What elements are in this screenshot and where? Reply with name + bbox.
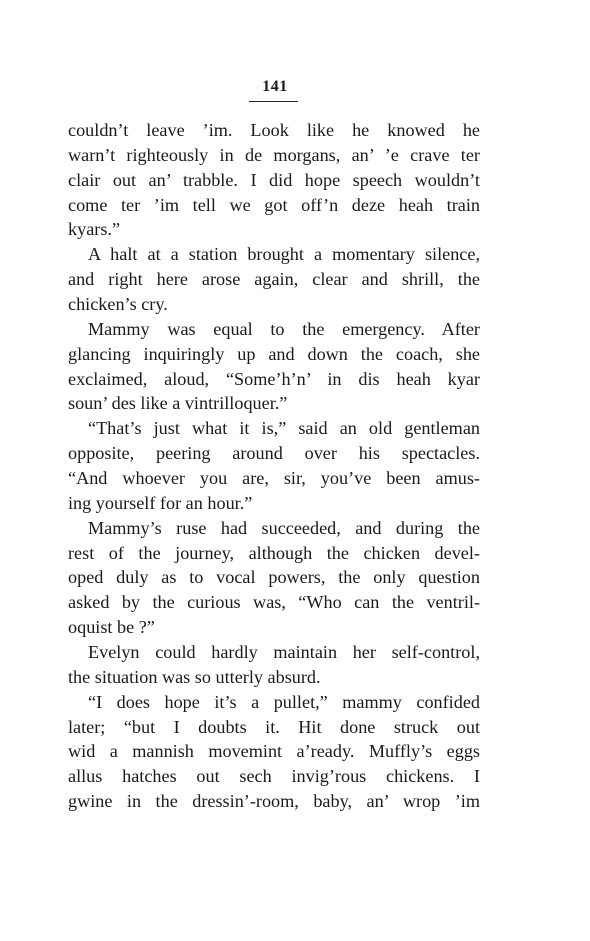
text-line: “And whoever you are, sir, you’ve been amus- (68, 468, 480, 489)
text-line: exclaimed, aloud, “Some’h’n’ in dis heah kyar (68, 368, 480, 389)
text-line: allus hatches out sech invig’rous chickens. I (68, 766, 480, 787)
text-line: rest of the journey, although the chicken devel- (68, 542, 480, 563)
text-line: come ter ’im tell we got off’n deze heah train (68, 194, 480, 215)
text-line: clair out an’ trabble. I did hope speech wouldn’t (68, 169, 480, 190)
text-line: later; “but I doubts it. Hit done struck out (68, 716, 480, 737)
text-line: chicken’s cry. (68, 294, 168, 315)
text-line: Mammy was equal to the emergency. After (88, 318, 480, 339)
text-line: soun’ des like a vintrilloquer.” (68, 393, 288, 414)
text-line: ing yourself for an hour.” (68, 492, 253, 513)
text-line: couldn’t leave ’im. Look like he knowed he (68, 120, 480, 140)
page-number: 141 (262, 78, 288, 95)
text-line: “That’s just what it is,” said an old gentleman (88, 418, 480, 439)
text-line: the situation was so utterly absurd. (68, 666, 321, 687)
text-line: “I does hope it’s a pullet,” mammy confided (88, 691, 480, 712)
text-line: warn’t righteously in de morgans, an’ ’e crave ter (68, 144, 480, 165)
body-text (68, 118, 480, 814)
text-line: oped duly as to vocal powers, the only question (68, 567, 480, 588)
text-line: Mammy’s ruse had succeeded, and during the (88, 517, 480, 538)
text-line: A halt at a station brought a momentary silence, (88, 244, 480, 265)
text-line: Evelyn could hardly maintain her self-control, (88, 642, 480, 663)
text-line: oquist be ?” (68, 617, 155, 638)
text-line: wid a mannish movemint a’ready. Muffly’s eggs (68, 741, 480, 762)
page-number-rule (249, 101, 298, 102)
text-line: opposite, peering around over his spectacles. (68, 443, 480, 464)
text-line: asked by the curious was, “Who can the ventril- (68, 592, 480, 613)
text-line: gwine in the dressin’-room, baby, an’ wrop ’im (68, 791, 480, 812)
text-line: and right here arose again, clear and shrill, the (68, 269, 480, 290)
text-line: glancing inquiringly up and down the coach, she (68, 343, 480, 364)
text-line: kyars.” (68, 219, 121, 240)
